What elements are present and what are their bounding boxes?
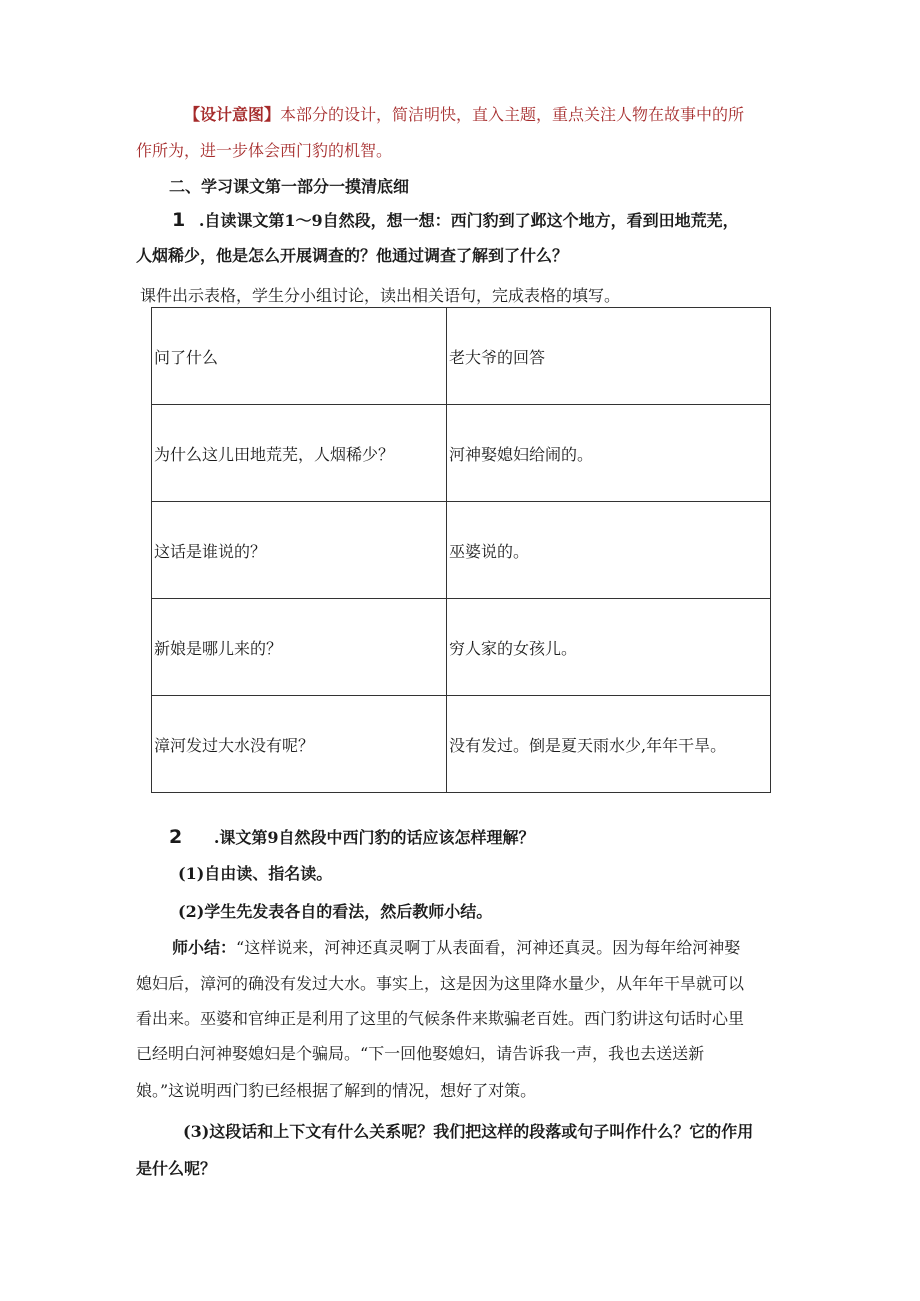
- design-intent-line-2: 作所为，进一步体会西门豹的机智。: [136, 141, 393, 160]
- table-row: [152, 599, 771, 696]
- question-2-text: .课文第9自然段中西门豹的话应该怎样理解？: [213, 828, 535, 847]
- summary-line-3: 看出来。巫婆和官绅正是利用了这里的气候条件来欺骗老百姓。西门豹讲这句话时心里: [136, 1009, 745, 1028]
- row-question: 这话是谁说的？: [152, 502, 447, 599]
- row-answer: 河神娶媳妇给闹的。: [447, 405, 771, 502]
- question-1-text: .自读课文第1～9自然段，想一想：西门豹到了邺这个地方，看到田地荒芜，: [198, 211, 739, 230]
- table-instruction: 课件出示表格，学生分小组讨论，读出相关语句，完成表格的填写。: [140, 286, 621, 305]
- design-intent-text-1: 本部分的设计，简洁明快，直入主题，重点关注人物在故事中的所: [280, 105, 745, 124]
- question-2-number: 2: [169, 826, 183, 848]
- summary-line-2: 媳妇后，漳河的确没有发过大水。事实上，这是因为这里降水量少，从年年干旱就可以: [136, 974, 745, 993]
- design-intent-tag: 【设计意图】: [184, 105, 281, 124]
- step-3-line-2: 是什么呢？: [136, 1159, 217, 1178]
- design-intent-line-1: [184, 104, 744, 126]
- row-question: 新娘是哪儿来的？: [152, 599, 447, 696]
- step-1: (1)自由读、指名读。: [178, 864, 333, 883]
- survey-table: [151, 307, 771, 793]
- summary-line-4: 已经明白河神娶媳妇是个骗局。“下一回他娶媳妇，请告诉我一声，我也去送送新: [136, 1044, 705, 1063]
- question-1-line-2: 人烟稀少，他是怎么开展调查的？他通过调查了解到了什么？: [136, 246, 569, 265]
- summary-text-1: “这样说来，河神还真灵啊丁从表面看，河神还真灵。因为每年给河神娶: [236, 938, 741, 957]
- table-row: [152, 502, 771, 599]
- question-1-line-1: [172, 209, 739, 232]
- table-header-row: [152, 308, 771, 405]
- row-answer: 没有发过。倒是夏天雨水少,年年干旱。: [447, 696, 771, 793]
- step-3-line-1: (3)这段话和上下文有什么关系呢？我们把这样的段落或句子叫作什么？它的作用: [183, 1122, 754, 1141]
- summary-line-1: [172, 937, 740, 959]
- table-row: [152, 696, 771, 793]
- table-row: [152, 405, 771, 502]
- header-answer: 老大爷的回答: [447, 308, 771, 405]
- row-question: 为什么这儿田地荒芜，人烟稀少？: [152, 405, 447, 502]
- question-2-line: [169, 826, 535, 849]
- question-1-number: 1: [172, 209, 186, 231]
- step-2: (2)学生先发表各自的看法，然后教师小结。: [178, 902, 493, 921]
- section-heading: 二、学习课文第一部分一摸清底细: [169, 177, 410, 196]
- summary-label: 师小结：: [172, 938, 237, 957]
- row-question: 漳河发过大水没有呢？: [152, 696, 447, 793]
- row-answer: 巫婆说的。: [447, 502, 771, 599]
- header-question: 问了什么: [152, 308, 447, 405]
- summary-line-5: 娘。”这说明西门豹已经根据了解到的情况，想好了对策。: [136, 1081, 537, 1100]
- row-answer: 穷人家的女孩儿。: [447, 599, 771, 696]
